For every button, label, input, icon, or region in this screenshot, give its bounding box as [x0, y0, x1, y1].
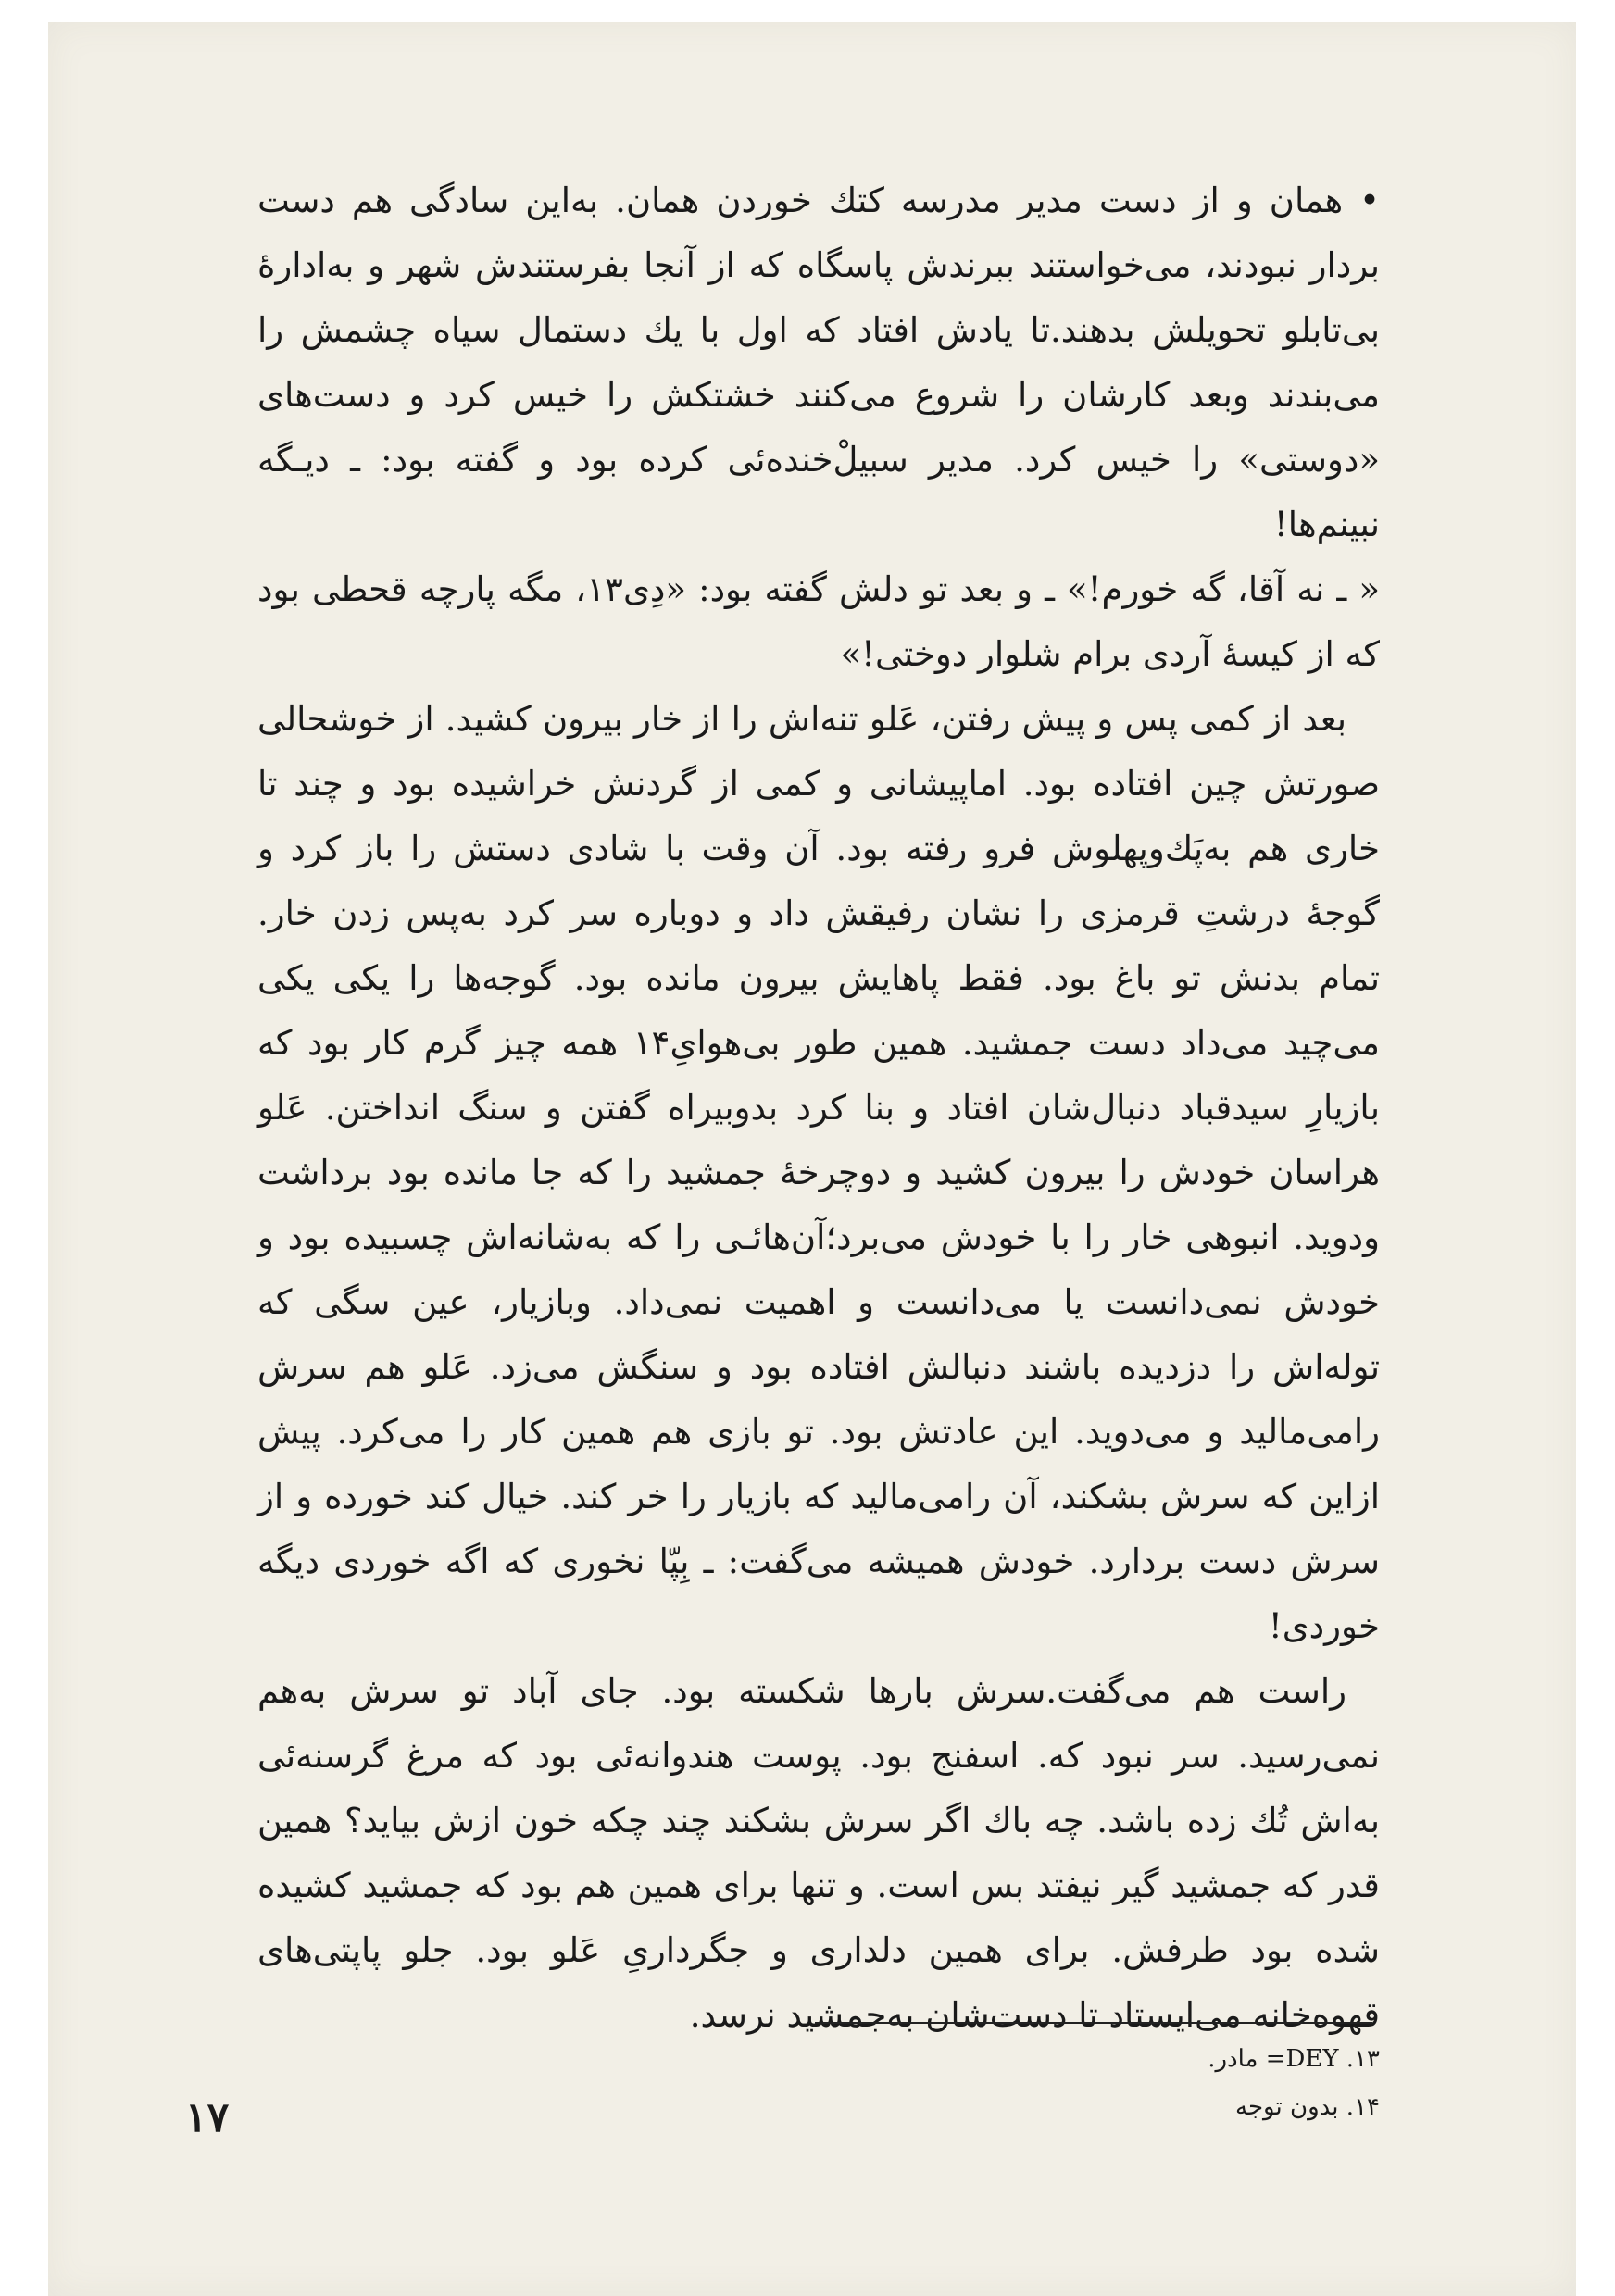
footnote-separator	[815, 2022, 1372, 2024]
page-left-margin	[0, 0, 48, 2296]
footnotes	[926, 2035, 1380, 2131]
paragraph-2: « ـ نه آقا، گه خورم!» ـ و بعد تو دلش گفته بود: «دِی۱۳، مگه پارچه قحطی بود که از کیسۀ آردی برام شلوار دوختی!»	[257, 569, 1380, 674]
footnote-13: ۱۳. DEY= مادر.	[1208, 2045, 1380, 2073]
body-text	[257, 168, 1380, 2048]
paragraph-4: راست هم می‌گفت.سرش بارها شکسته بود. جای آباد تو سرش به‌هم نمی‌رسید. سر نبود که. اسفنج بود. پوست هندوانه‌ئی بود که مرغ گرسنه‌ئی به‌اش تُك زده باشد. چه باك اگر سرش بشکند چند چکه خون ازش بیاید؟ همین قدر که جمشید گیر نیفتد بس است. و تنها برای همین هم بود که جمشید کشیده شده بود طرفش. برای همین دلداری و جگرداریِ عَلو بود. جلو پاپتی‌های قهوه‌خانه می‌ایستاد تا دست‌شان به‌جمشید نرسد.	[257, 1671, 1380, 2035]
paragraph-3: بعد از کمی پس و پیش رفتن، عَلو تنه‌اش را از خار بیرون کشید. از خوشحالی صورتش چین افتاده بود. اماپیشانی و کمی از گردنش خراشیده بود و چند تا خاری هم به‌پَك‌وپهلوش فرو رفته بود. آن وقت با شادی دستش را باز کرد و گوجۀ درشتِ قرمزی را نشان رفیقش داد و دوباره سر کرد به‌پس زدن خار. تمام بدنش تو باغ بود. فقط پاهایش بیرون مانده بود. گوجه‌ها را یکی یکی می‌چید می‌داد دست جمشید. همین طور بی‌هوایِ۱۴ همه چیز گرم کار بود که بازیارِ سیدقباد دنبال‌شان افتاد و بنا کرد بدوبیراه گفتن و سنگ انداختن. عَلو هراسان خودش را بیرون کشید و دوچرخۀ جمشید را که جا مانده بود برداشت ودوید. انبوهی خار را با خودش می‌برد؛آن‌هائـی را که به‌شانه‌اش چسبیده بود و خودش نمی‌دانست یا می‌دانست و اهمیت نمی‌داد. وبازیار، عین سگی که توله‌اش را دزدیده باشند دنبالش افتاده بود و سنگش می‌زد. عَلو هم سرش رامی‌مالید و می‌دوید. این عادتش بود. تو بازی هم همین کار را می‌کرد. پیش ازاین که سرش بشکند، آن رامی‌مالید که بازیار را خر کند. خیال کند خورده و از سرش دست بردارد. خودش همیشه می‌گفت: ـ بِپّا نخوری که اگه خوردی دیگه خوردی!	[257, 699, 1380, 1646]
paragraph-1: • همان و از دست مدیر مدرسه کتك خوردن همان. به‌این سادگی هم دست بردار نبودند، می‌خواستند ببرندش پاسگاه که از آنجا بفرستندش شهر و به‌ادارۀ بی‌تابلو تحویلش بدهند.تا یادش افتاد که اول با یك دستمال سیاه چشمش را می‌بندند وبعد کارشان را شروع می‌کنند خشتکش را خیس کرد و دست‌های «دوستی» را خیس کرد. مدیر سبیلْ‌خنده‌ئی کرده بود و گفته بود: ـ دیـگه نبینم‌ها!	[257, 181, 1380, 544]
page-number: ۱۷	[185, 2094, 230, 2141]
footnote-14: ۱۴. بدون توجه	[1235, 2093, 1380, 2121]
